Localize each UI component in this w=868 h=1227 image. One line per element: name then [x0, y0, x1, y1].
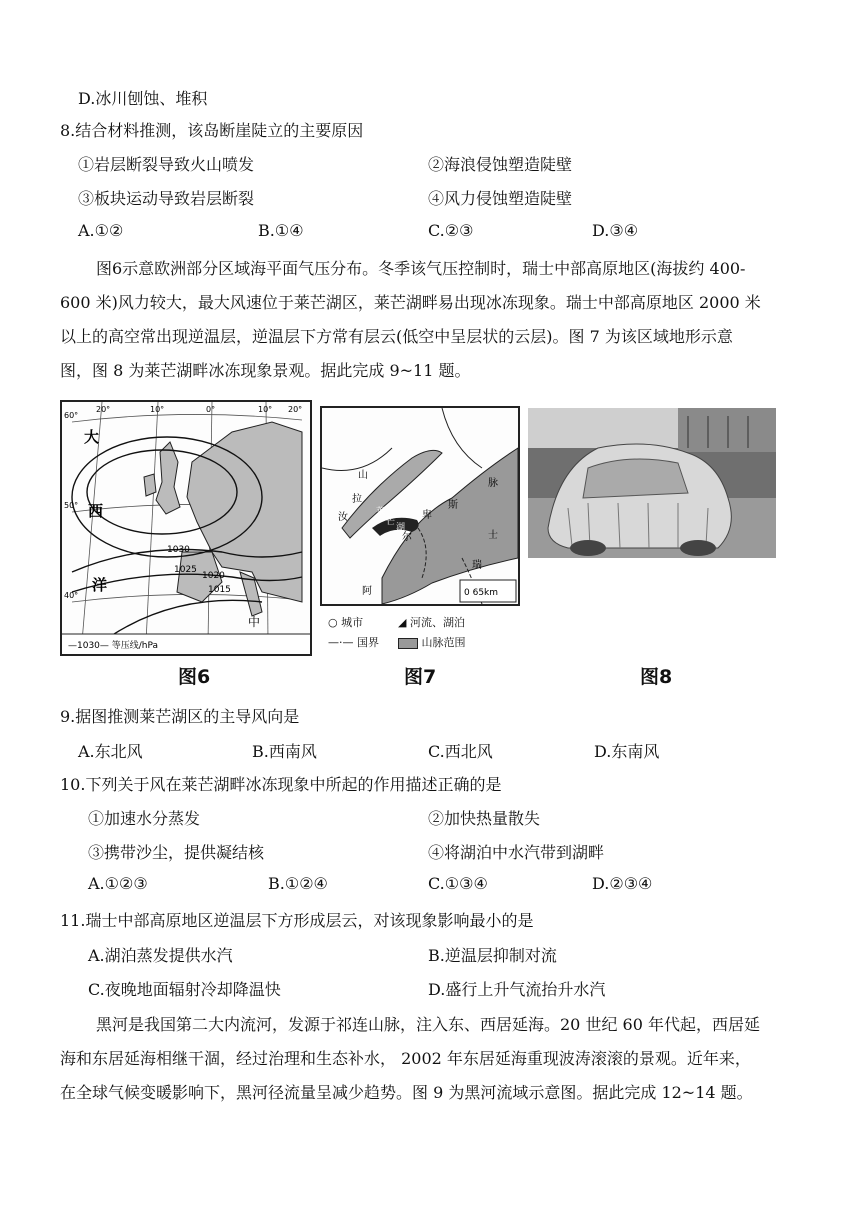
fig7-caption: 图7 — [404, 666, 437, 688]
fig6-legend: —1030— 等压线/hPa — [68, 641, 159, 651]
isobar-label-2: 1025 — [174, 565, 197, 575]
lon-label-4: 10° — [258, 405, 273, 414]
passage1-line-3: 以上的高空常出现逆温层，逆温层下方常有层云(低空中呈层状的云层)。图 7 为该区域地形示意 — [60, 327, 733, 346]
place-char-10: 芒 — [386, 517, 396, 527]
q10-option-b: B.①②④ — [268, 874, 328, 893]
place-char-8: 拉 — [352, 494, 362, 505]
fig7-legend-river: ◢ 河流、湖泊 — [398, 616, 465, 629]
passage1-line-1: 图6示意欧洲部分区域海平面气压分布。冬季该气压控制时，瑞士中部高原地区(海拔约 400- — [96, 259, 746, 278]
q9-stem: 9.据图推测莱芒湖区的主导风向是 — [60, 707, 300, 726]
border-icon: —·— — [328, 636, 357, 649]
q10-item-2: ②加快热量散失 — [428, 809, 541, 828]
passage2-line-3: 在全球气候变暖影响下，黑河径流量呈减少趋势。图 9 为黑河流域示意图。据此完成 12~14 题。 — [60, 1083, 753, 1102]
place-char-9: 莱 — [376, 507, 386, 517]
q11-option-c: C.夜晚地面辐射冷却降温快 — [88, 980, 281, 999]
q8-option-b: B.①④ — [258, 221, 304, 240]
q9-option-a: A.东北风 — [78, 742, 143, 761]
place-char-3: 阿 — [362, 586, 372, 597]
isobar-label-3: 1020 — [202, 571, 225, 581]
ocean-char-2: 西 — [88, 502, 104, 520]
figure-6-pressure-map — [60, 400, 312, 656]
q8-item-4: ④风力侵蚀塑造陡壁 — [428, 189, 573, 208]
lon-label-2: 10° — [150, 405, 165, 414]
city-icon: ○ — [328, 616, 342, 629]
q10-option-c: C.①③④ — [428, 874, 488, 893]
place-char-2: 脉 — [488, 478, 498, 489]
q10-option-a: A.①②③ — [88, 874, 148, 893]
q8-stem: 8.结合材料推测，该岛断崖陡立的主要原因 — [60, 121, 364, 140]
q8-option-a: A.①② — [78, 221, 124, 240]
isobar-label-4: 1015 — [208, 585, 231, 595]
river-lake-icon: ◢ — [398, 616, 410, 629]
fig8-caption: 图8 — [640, 666, 673, 688]
place-char-6: 斯 — [448, 500, 458, 511]
place-char-7: 汝 — [338, 512, 348, 523]
place-char-13: 士 — [488, 530, 498, 541]
q10-option-d: D.②③④ — [592, 874, 653, 893]
q10-stem: 10.下列关于风在莱芒湖畔冰冻现象中所起的作用描述正确的是 — [60, 775, 502, 794]
frozen-car-image — [528, 408, 776, 558]
lat-label-60: 60° — [64, 411, 79, 420]
ocean-char-3: 洋 — [92, 576, 108, 594]
place-char-12: 瑞 — [472, 560, 482, 571]
lon-label-1: 20° — [96, 405, 111, 414]
q8-item-2: ②海浪侵蚀塑造陡壁 — [428, 155, 573, 174]
fig6-caption: 图6 — [178, 666, 211, 688]
passage2-line-2: 海和东居延海相继干涸，经过治理和生态补水， 2002 年东居延海重现波涛滚滚的景观。近年来， — [60, 1049, 751, 1068]
q7-option-d: D.冰川刨蚀、堆积 — [78, 89, 208, 108]
q10-item-4: ④将湖泊中水汽带到湖畔 — [428, 843, 605, 862]
q11-option-d: D.盛行上升气流抬升水汽 — [428, 980, 606, 999]
passage1-line-4: 图，图 8 为莱芒湖畔冰冻现象景观。据此完成 9~11 题。 — [60, 361, 471, 380]
place-char-1: 山 — [358, 470, 368, 481]
q9-option-c: C.西北风 — [428, 742, 493, 761]
isobar-label-1: 1030 — [167, 545, 190, 555]
lat-label-40: 40° — [64, 591, 79, 600]
lon-label-3: 0° — [206, 405, 216, 414]
fig7-scale: 0 65km — [464, 588, 499, 598]
ocean-char-1: 大 — [84, 428, 100, 446]
q8-item-1: ①岩层断裂导致火山喷发 — [78, 155, 255, 174]
passage2-line-1: 黑河是我国第二大内流河，发源于祁连山脉，注入东、西居延海。20 世纪 60 年代起，西居延 — [96, 1015, 760, 1034]
fig7-legend-city: ○ 城市 — [328, 616, 364, 629]
place-char-5: 卑 — [422, 510, 432, 521]
place-char-4: 尔 — [402, 532, 412, 543]
pressure-map-graphic — [62, 402, 310, 654]
terrain-map-graphic — [322, 408, 518, 604]
figure-8-frozen-car-photo — [528, 408, 776, 558]
q11-option-a: A.湖泊蒸发提供水汽 — [88, 946, 233, 965]
q8-option-d: D.③④ — [592, 221, 639, 240]
fig7-legend-mountain: 山脉范围 — [398, 634, 466, 650]
sea-char: 中 — [248, 615, 261, 629]
q8-option-c: C.②③ — [428, 221, 474, 240]
q9-option-b: B.西南风 — [252, 742, 317, 761]
q11-option-b: B.逆温层抑制对流 — [428, 946, 557, 965]
q10-item-1: ①加速水分蒸发 — [88, 809, 201, 828]
mountain-range-icon — [398, 638, 418, 649]
place-char-11: 湖 — [396, 523, 406, 533]
q9-option-d: D.东南风 — [594, 742, 660, 761]
fig7-legend-border: —·— 国界 — [328, 636, 379, 649]
figure-7-terrain-map — [320, 406, 520, 606]
q11-stem: 11.瑞士中部高原地区逆温层下方形成层云，对该现象影响最小的是 — [60, 911, 534, 930]
q10-item-3: ③携带沙尘，提供凝结核 — [88, 843, 265, 862]
lon-label-5: 20° — [288, 405, 303, 414]
q8-item-3: ③板块运动导致岩层断裂 — [78, 189, 255, 208]
passage1-line-2: 600 米)风力较大，最大风速位于莱芒湖区，莱芒湖畔易出现冰冻现象。瑞士中部高原地区 2000 米 — [60, 293, 761, 312]
lat-label-50: 50° — [64, 501, 79, 510]
